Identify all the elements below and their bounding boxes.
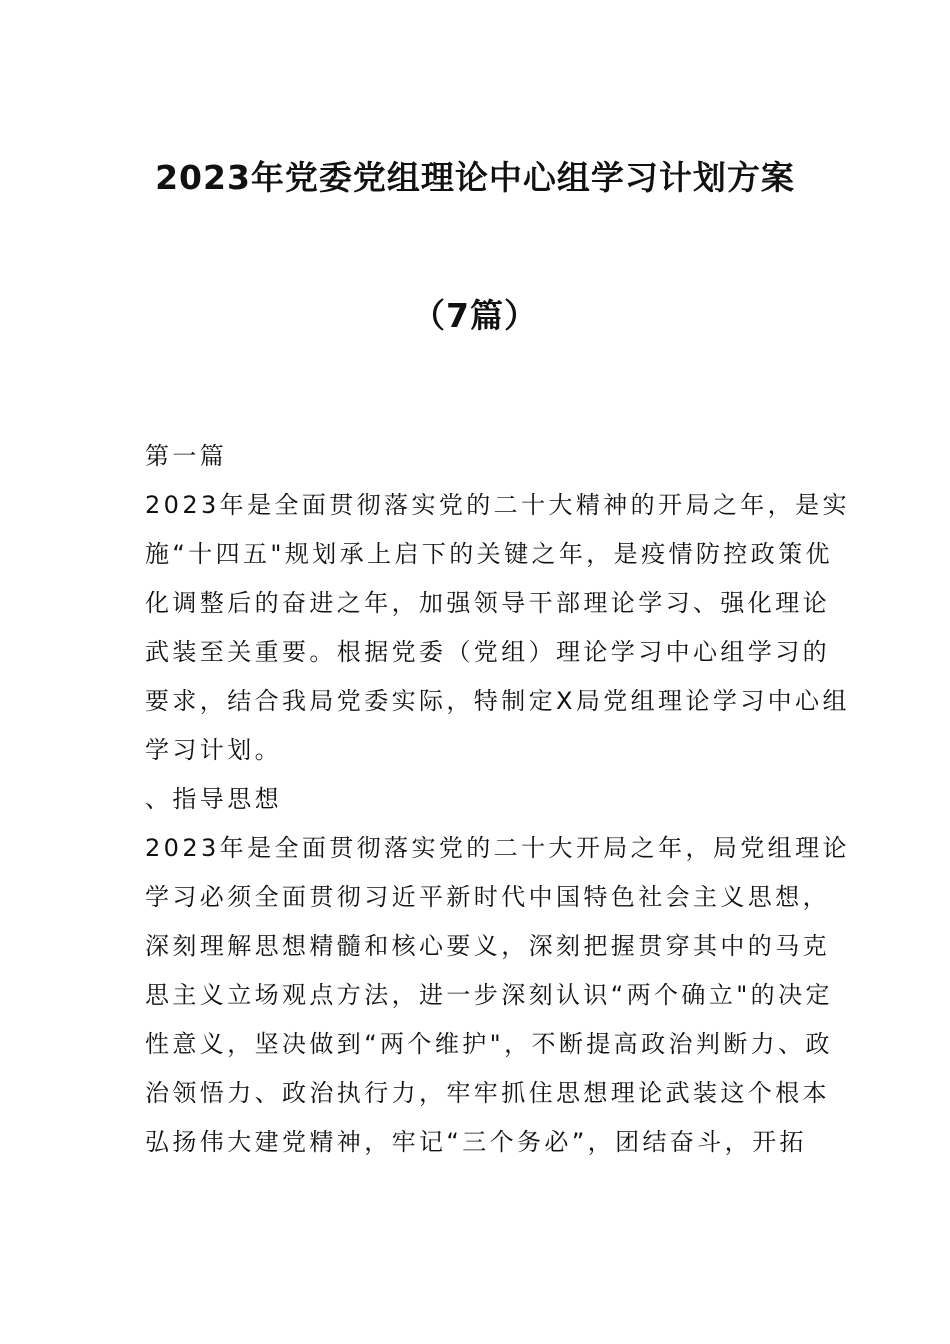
document-title: 2023年党委党组理论中心组学习计划方案 — [155, 158, 795, 197]
paragraph-line: 思主义立场观点方法，进一步深刻认识“两个确立"的决定 — [145, 981, 833, 1009]
paragraph-line: 弘扬伟大建党精神，牢记“三个务必”，团结奋斗，开拓 — [145, 1128, 807, 1156]
paragraph-line: 治领悟力、政治执行力，牢牢抓住思想理论武装这个根本 — [145, 1079, 830, 1107]
paragraph-line: 化调整后的奋进之年，加强领导干部理论学习、强化理论 — [145, 589, 830, 617]
paragraph-line: 深刻理解思想精髓和核心要义，深刻把握贯穿其中的马克 — [145, 932, 830, 960]
paragraph-line: 武装至关重要。根据党委（党组）理论学习中心组学习的 — [145, 638, 830, 666]
paragraph-line: 性意义，坚决做到“两个维护"，不断提高政治判断力、政 — [145, 1030, 833, 1058]
document-subtitle: （7篇） — [412, 296, 538, 335]
paragraph-line: 施“十四五"规划承上启下的关键之年，是疫情防控政策优 — [145, 540, 833, 568]
paragraph-line: 2023年是全面贯彻落实党的二十大开局之年，局党组理论 — [145, 834, 850, 862]
paragraph-line: 学习计划。 — [145, 736, 282, 764]
paragraph-line: 要求，结合我局党委实际，特制定X局党组理论学习中心组 — [145, 687, 850, 715]
paragraph-line: 学习必须全面贯彻习近平新时代中国特色社会主义思想， — [145, 883, 830, 911]
document-body — [145, 432, 850, 1167]
section-heading: 、指导思想 — [145, 785, 282, 813]
section-label: 第一篇 — [145, 442, 228, 470]
paragraph-line: 2023年是全面贯彻落实党的二十大精神的开局之年，是实 — [145, 491, 850, 519]
